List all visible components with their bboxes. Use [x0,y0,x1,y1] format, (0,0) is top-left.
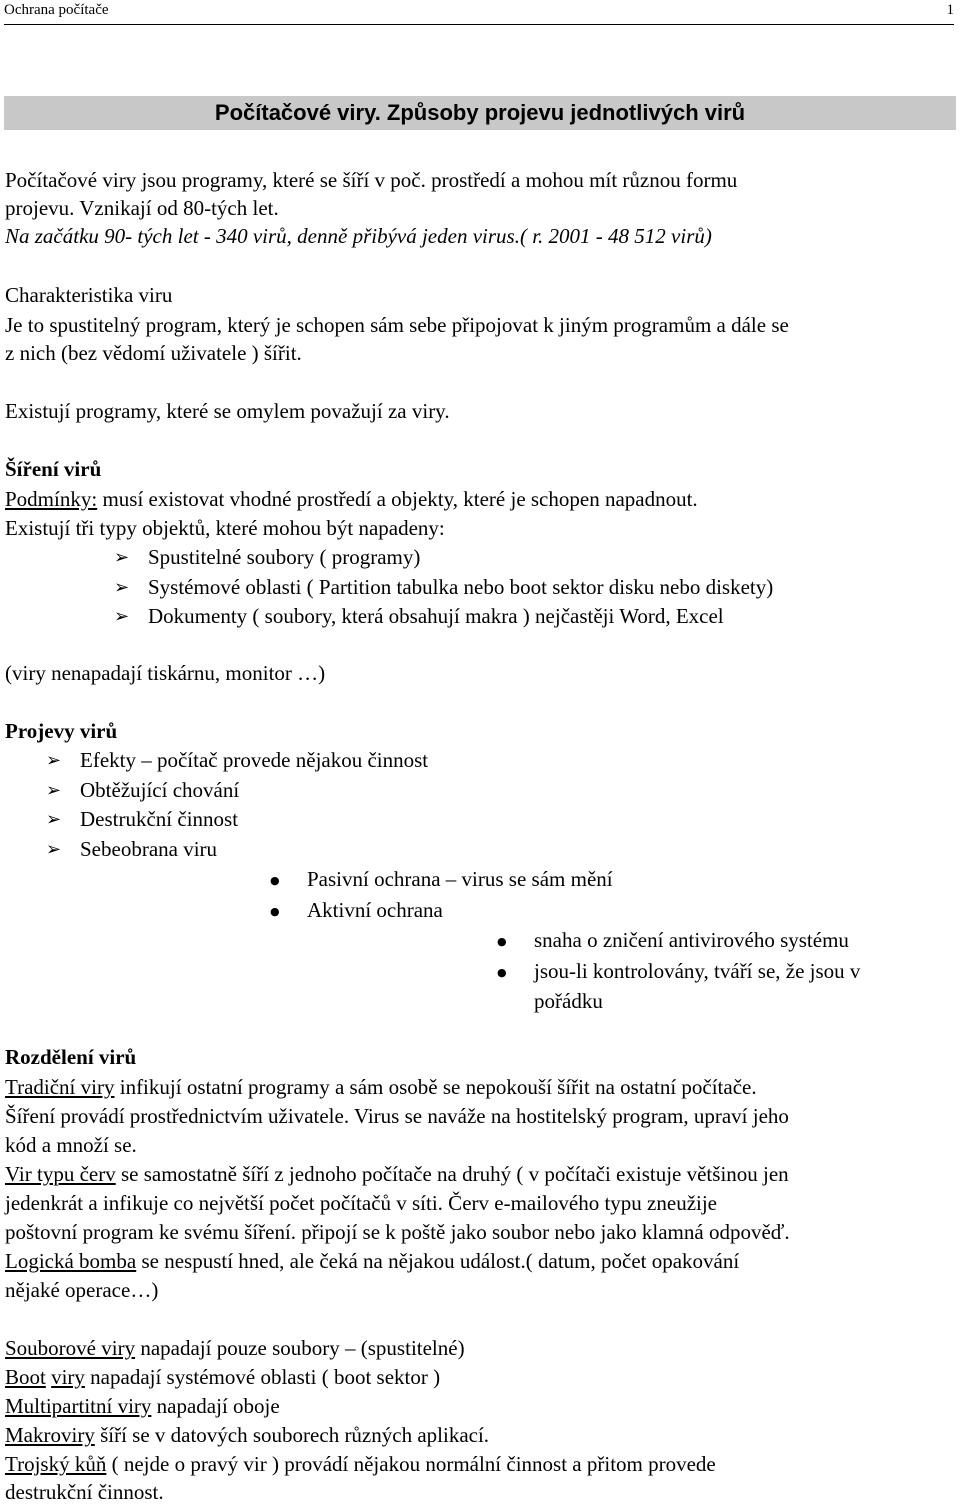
boot-viruses: Boot viry napadají systémové oblasti ( boot sektor ) [5,1365,441,1389]
term-label: Souborové viry [5,1336,136,1360]
worm-viruses: Vir typu červ se samostatně šíří z jednoho počítače na druhý ( v počítači existuje většinou jen [5,1162,789,1186]
self-defense-list [307,865,613,926]
list-item-continuation: pořádku [534,989,603,1013]
manifestations-heading: Projevy virů [5,719,118,743]
spread-note: (viry nenapadají tiskárnu, monitor …) [5,661,326,685]
traditional-viruses-text: kód a množí se. [5,1133,137,1157]
term-label: Makroviry [5,1423,95,1447]
list-item: ➢ Sebeobrana viru [80,835,428,865]
list-item: ● Aktivní ochrana [307,896,613,927]
term-label: Vir typu červ [5,1162,116,1186]
characteristics-note: Existují programy, které se omylem považují za viry. [5,399,450,423]
term-label: Boot [5,1365,46,1389]
division-heading: Rozdělení virů [5,1045,137,1069]
active-defense-list [534,926,860,1018]
document-title: Počítačové viry. Způsoby projevu jednotlivých virů [4,96,956,130]
worm-viruses-text: poštovní program ke svému šíření. připojí se k poště jako soubor nebo jako klamná odpověď. [5,1220,790,1244]
multipartite-viruses: Multipartitní viry napadají oboje [5,1394,280,1418]
macro-viruses: Makroviry šíří se v datových souborech různých aplikací. [5,1423,490,1447]
intro-line: Počítačové viry jsou programy, které se šíří v poč. prostředí a mohou mít různou formu [5,168,738,192]
manifestations-list [80,746,428,864]
page-number: 1 [946,2,954,18]
intro-line: projevu. Vznikají od 80-tých let. [5,196,279,220]
traditional-viruses-text: Šíření provádí prostřednictvím uživatele. Virus se naváže na hostitelský program, upraví jeho [5,1104,789,1128]
intro-history-line: Na začátku 90- tých let - 340 virů, denně přibývá jeden virus.( r. 2001 - 48 512 virů) [5,224,712,248]
term-label: Multipartitní viry [5,1394,152,1418]
trojan-horse-text: destrukční činnost. [5,1480,164,1504]
trojan-horse: Trojský kůň ( nejde o pravý vir ) provádí nějakou normální činnost a přitom provede [5,1452,716,1476]
term-label: Tradiční viry [5,1075,115,1099]
term-label: Logická bomba [5,1249,137,1273]
list-item: ➢ Spustitelné soubory ( programy) [148,543,773,573]
list-item: ● Pasivní ochrana – virus se sám mění [307,865,613,896]
traditional-viruses: Tradiční viry infikují ostatní programy a sám osobě se nepokouší šířit na ostatní počítače. [5,1075,757,1099]
list-item: ➢ Dokumenty ( soubory, která obsahují makra ) nejčastěji Word, Excel [148,602,773,632]
term-label: Trojský kůň [5,1452,107,1476]
characteristics-text: Je to spustitelný program, který je schopen sám sebe připojovat k jiným programům a dále se [5,313,789,337]
spread-heading: Šíření virů [5,457,102,481]
spread-conditions: Podmínky: musí existovat vhodné prostředí a objekty, které je schopen napadnout. [5,487,698,511]
list-item: ➢ Efekty – počítač provede nějakou činnost [80,746,428,776]
worm-viruses-text: jedenkrát a infikuje co největší počet počítačů v síti. Červ e-mailového typu zneužije [5,1191,718,1215]
header-title: Ochrana počítače [4,2,109,18]
list-item: ➢ Obtěžující chování [80,776,428,806]
conditions-label: Podmínky: [5,487,98,511]
list-item: ● snaha o zničení antivirového systému [534,926,860,957]
file-viruses: Souborové viry napadají pouze soubory – (spustitelné) [5,1336,465,1360]
term-label: viry [51,1365,85,1389]
spread-types-intro: Existují tři typy objektů, které mohou být napadeny: [5,516,445,540]
characteristics-heading: Charakteristika viru [5,283,173,307]
logic-bomb: Logická bomba se nespustí hned, ale čeká na nějakou událost.( datum, počet opakování [5,1249,740,1273]
characteristics-text: z nich (bez vědomí uživatele ) šířit. [5,341,302,365]
page-header [4,0,954,25]
object-types-list [148,543,773,632]
list-item: ● jsou-li kontrolovány, tváří se, že jsou v [534,957,860,988]
logic-bomb-text: nějaké operace…) [5,1278,159,1302]
list-item: ➢ Systémové oblasti ( Partition tabulka nebo boot sektor disku nebo diskety) [148,573,773,603]
list-item: ➢ Destrukční činnost [80,805,428,835]
